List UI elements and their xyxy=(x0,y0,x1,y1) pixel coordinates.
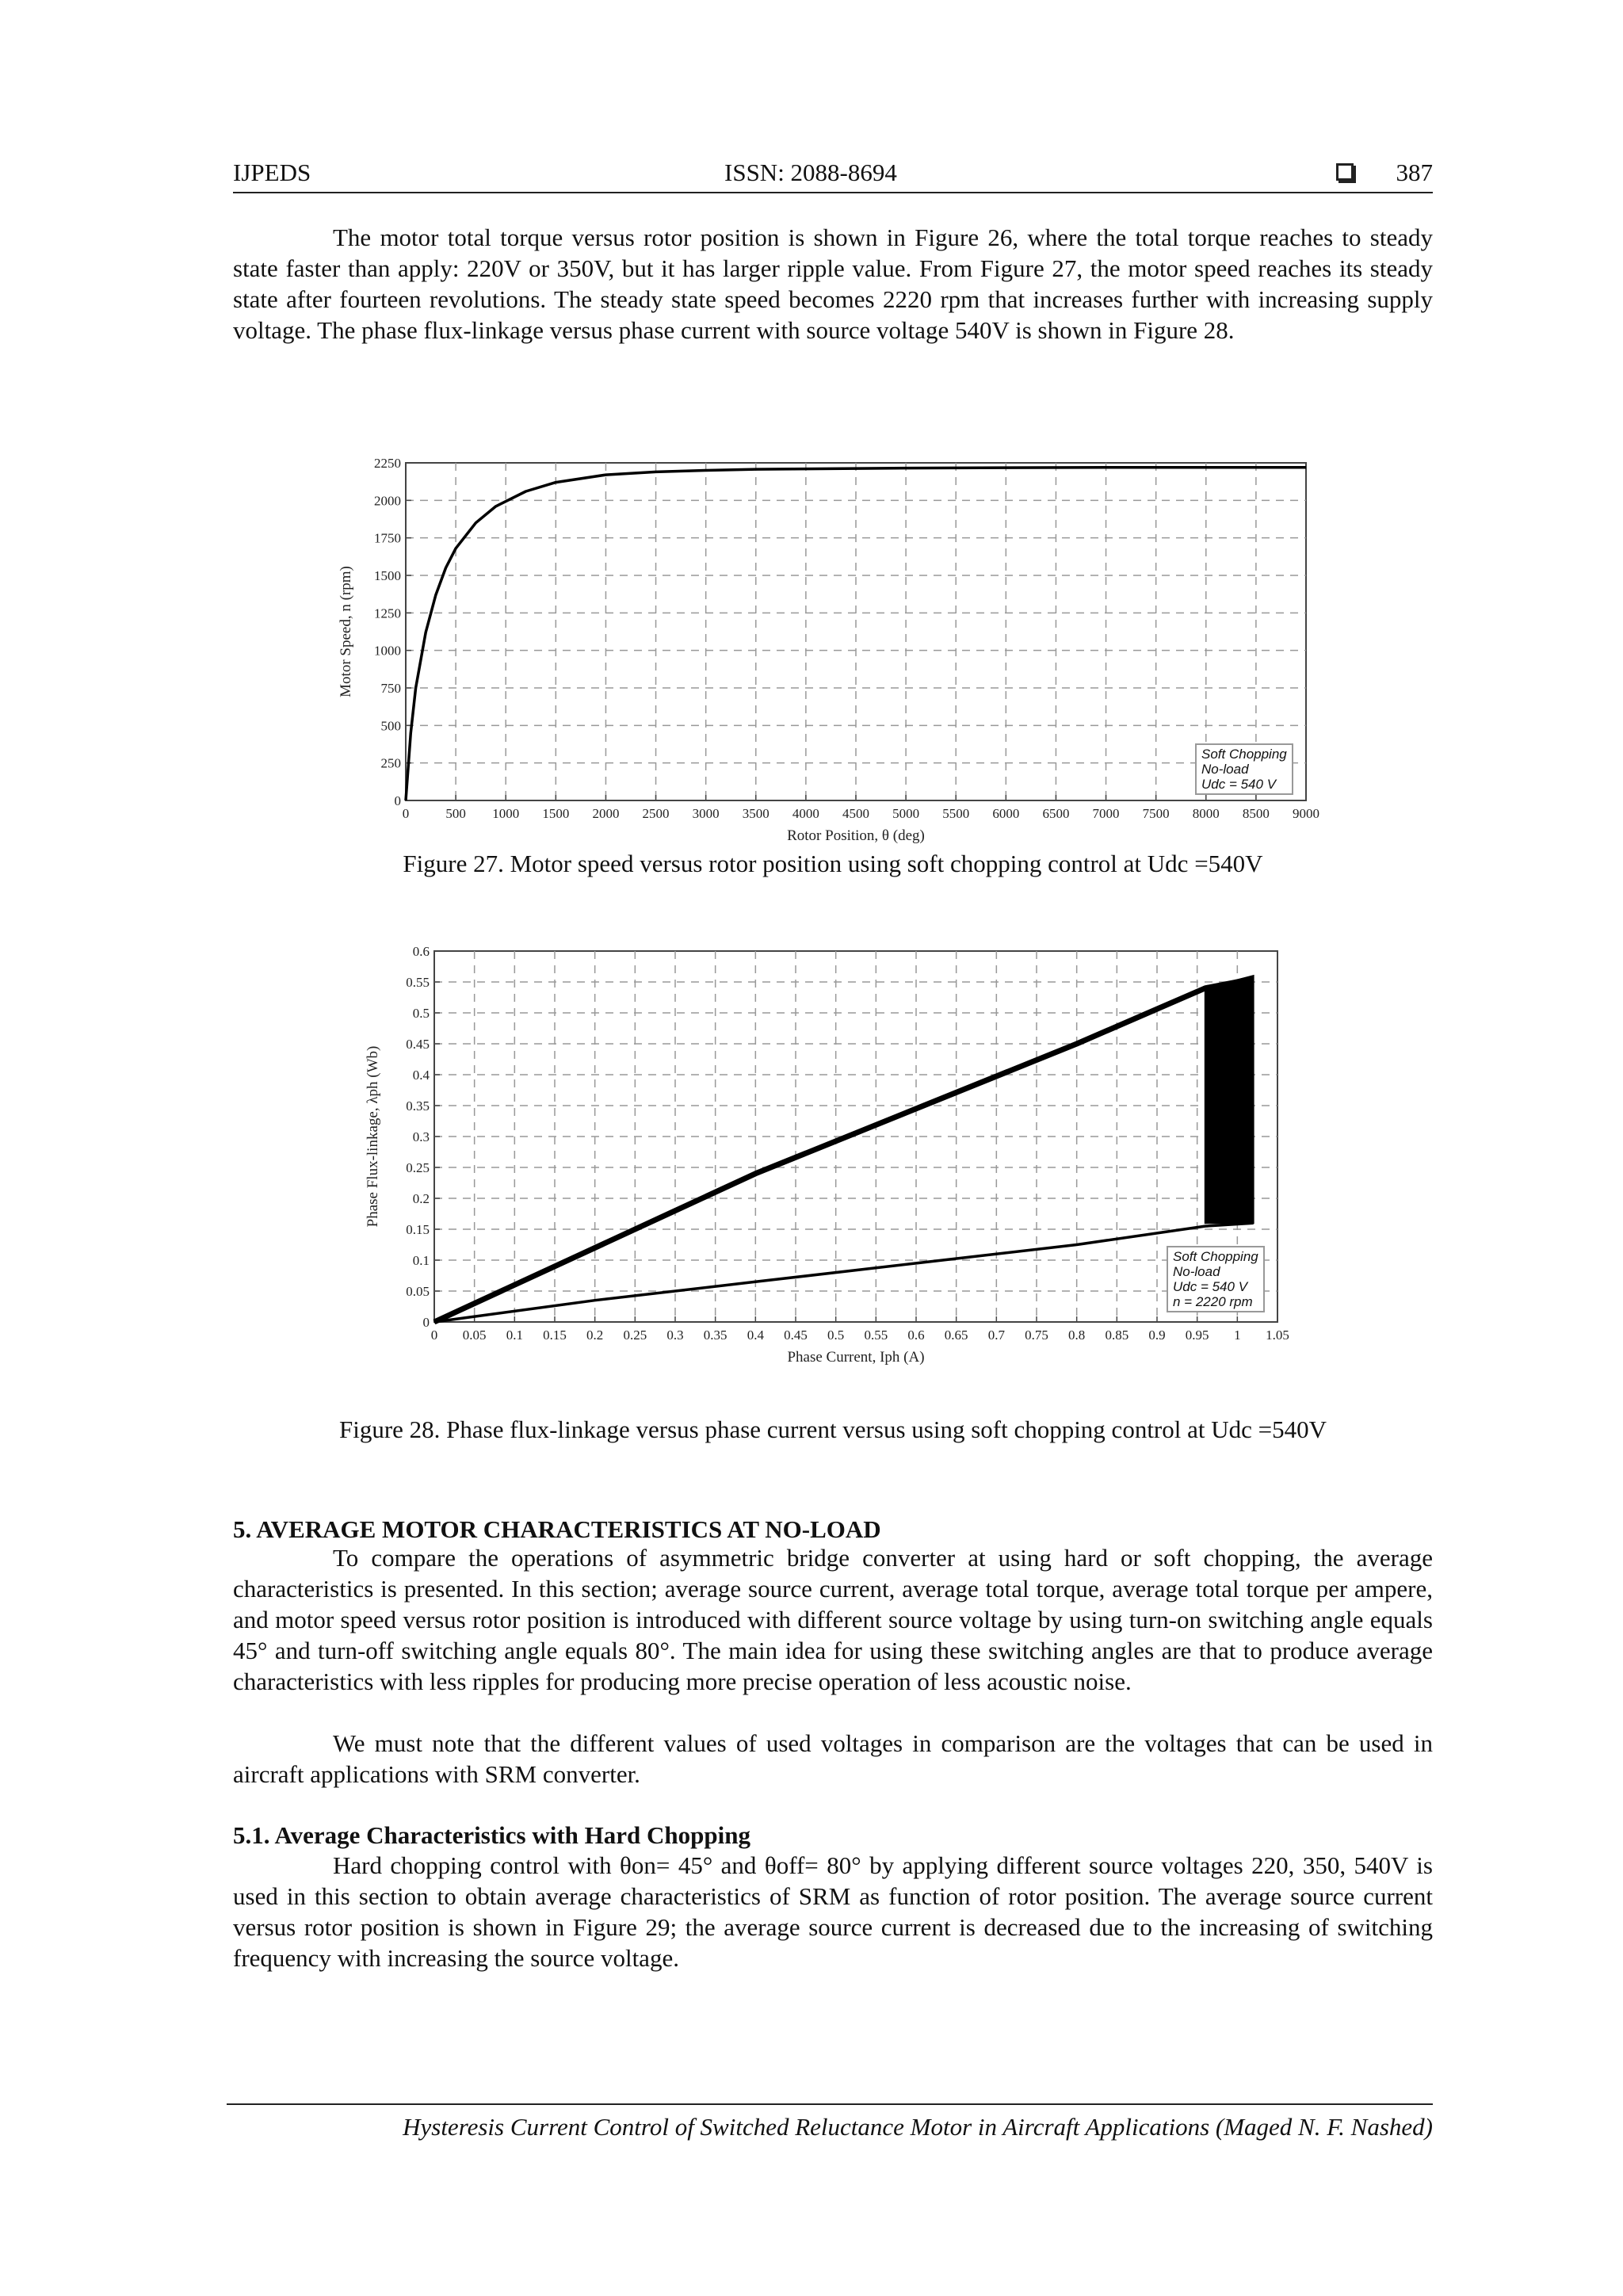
y-tick-label: 1500 xyxy=(374,568,401,583)
x-tick-label: 3500 xyxy=(742,806,769,821)
y-tick-label: 0.6 xyxy=(412,944,430,959)
x-axis-label: Phase Current, Iph (A) xyxy=(787,1349,925,1366)
y-tick-label: 2000 xyxy=(374,493,401,509)
legend-line: No-load xyxy=(1173,1264,1220,1279)
paragraph-intro: The motor total torque versus rotor position is shown in Figure 26, where the total torque reaches to steady state faster than apply: 220V or 350V, but it has larger ripple value. From Figure 27, the motor speed reaches its steady state after fourteen revolutions. The steady state speed becomes 2220 rpm that increases further with increasing supply voltage. The phase flux-linkage versus phase current with source voltage 540V is shown in Figure 28. xyxy=(233,223,1433,344)
y-tick-label: 1000 xyxy=(374,643,401,659)
x-tick-label: 0.5 xyxy=(827,1328,845,1343)
legend-line: Udc = 540 V xyxy=(1173,1279,1248,1294)
figure-27-chart xyxy=(317,452,1339,844)
y-tick-label: 0 xyxy=(394,793,401,808)
page-footer: Hysteresis Current Control of Switched Reluctance Motor in Aircraft Applications (Maged N. F. Nashed) xyxy=(227,2103,1433,2141)
x-tick-label: 0.85 xyxy=(1105,1328,1129,1343)
x-tick-label: 0.4 xyxy=(747,1328,764,1343)
x-tick-label: 0.6 xyxy=(907,1328,925,1343)
y-tick-label: 750 xyxy=(380,681,401,696)
issn: ISSN: 2088-8694 xyxy=(724,159,897,186)
x-tick-label: 0.75 xyxy=(1025,1328,1048,1343)
y-tick-label: 1750 xyxy=(374,530,401,546)
x-tick-label: 6000 xyxy=(992,806,1020,821)
x-tick-label: 0.9 xyxy=(1148,1328,1166,1343)
y-tick-label: 0.55 xyxy=(406,975,430,990)
x-tick-label: 7000 xyxy=(1092,806,1120,821)
figure-28-caption: Figure 28. Phase flux-linkage versus phase current versus using soft chopping control at Udc =540V xyxy=(338,1415,1327,1443)
paragraph-voltages-note: We must note that the different values of used voltages in comparison are the voltages that can be used in aircraft applications with SRM converter. xyxy=(233,1729,1433,1788)
y-tick-label: 250 xyxy=(380,755,401,771)
x-tick-label: 0.3 xyxy=(666,1328,684,1343)
y-tick-label: 0.3 xyxy=(412,1129,430,1144)
legend-line: n = 2220 rpm xyxy=(1173,1294,1253,1309)
x-tick-label: 9000 xyxy=(1293,806,1319,821)
y-tick-label: 0.1 xyxy=(412,1253,430,1268)
y-tick-label: 1250 xyxy=(374,606,401,621)
legend-line: No-load xyxy=(1201,762,1249,777)
x-tick-label: 1.05 xyxy=(1266,1328,1289,1343)
x-tick-label: 0.35 xyxy=(703,1328,727,1343)
x-tick-label: 5000 xyxy=(892,806,920,821)
y-tick-label: 0.15 xyxy=(406,1222,430,1237)
x-tick-label: 0.05 xyxy=(462,1328,487,1343)
x-tick-label: 0.1 xyxy=(506,1328,523,1343)
x-tick-label: 8500 xyxy=(1242,806,1270,821)
legend-line: Soft Chopping xyxy=(1201,747,1287,762)
paragraph-hard-chopping: Hard chopping control with θon= 45° and θoff= 80° by applying different source voltages 220, 350, 540V is used in this section to obtain average characteristics of SRM as function of rotor position. The average source current versus rotor position is shown in Figure 29; the average source current is decreased due to the increasing of switching frequency with increasing the source voltage. xyxy=(233,1851,1433,1972)
legend-line: Soft Chopping xyxy=(1173,1249,1258,1264)
y-tick-label: 0.35 xyxy=(406,1098,430,1114)
legend-line: Udc = 540 V xyxy=(1201,777,1277,792)
x-tick-label: 0.2 xyxy=(586,1328,604,1343)
figure-28-chart xyxy=(317,945,1339,1389)
figure-28-svg xyxy=(317,945,1339,1389)
x-tick-label: 6500 xyxy=(1042,806,1070,821)
page-number: 387 xyxy=(1396,159,1433,186)
paragraph-section-5: To compare the operations of asymmetric bridge converter at using hard or soft chopping, the average characteristics is presented. In this section; average source current, average total torque, average total torque per ampere, and motor speed versus rotor position is introduced with different source voltage by using turn-on switching angle equals 45° and turn-off switching angle equals 80°. The main idea for using these switching angles are that to produce average characteristics with less ripples for producing more precise operation of less acoustic noise. xyxy=(233,1544,1433,1695)
x-tick-label: 4000 xyxy=(792,806,819,821)
figure-27-svg xyxy=(317,452,1339,844)
y-axis-label: Phase Flux-linkage, λph (Wb) xyxy=(365,1045,381,1228)
x-tick-label: 0.15 xyxy=(543,1328,567,1343)
x-tick-label: 1500 xyxy=(542,806,570,821)
y-tick-label: 0.4 xyxy=(412,1068,430,1083)
section-5-heading: 5. AVERAGE MOTOR CHARACTERISTICS AT NO-LOAD xyxy=(233,1515,881,1543)
journal-name: IJPEDS xyxy=(233,159,311,186)
x-tick-label: 0 xyxy=(402,806,410,821)
x-tick-label: 0.65 xyxy=(944,1328,968,1343)
x-tick-label: 1 xyxy=(1234,1328,1241,1343)
x-axis-label: Rotor Position, θ (deg) xyxy=(787,827,925,844)
y-axis-label: Motor Speed, n (rpm) xyxy=(338,566,354,697)
x-tick-label: 0.55 xyxy=(864,1328,888,1343)
y-tick-label: 0.45 xyxy=(406,1037,430,1052)
x-tick-label: 5500 xyxy=(942,806,970,821)
x-tick-label: 8000 xyxy=(1192,806,1220,821)
x-tick-label: 3000 xyxy=(692,806,720,821)
y-tick-label: 2250 xyxy=(374,456,401,471)
y-tick-label: 500 xyxy=(380,718,401,734)
x-tick-label: 0.25 xyxy=(623,1328,647,1343)
y-tick-label: 0.05 xyxy=(406,1284,430,1299)
x-tick-label: 2000 xyxy=(592,806,620,821)
page-header xyxy=(233,155,1433,193)
x-tick-label: 7500 xyxy=(1142,806,1170,821)
section-5-1-heading: 5.1. Average Characteristics with Hard Chopping xyxy=(233,1821,750,1849)
figure-27-caption: Figure 27. Motor speed versus rotor position using soft chopping control at Udc =540V xyxy=(403,850,1263,877)
y-tick-label: 0 xyxy=(422,1315,430,1330)
x-tick-label: 0.95 xyxy=(1185,1328,1209,1343)
checkbox-square-icon xyxy=(1336,163,1354,181)
x-tick-label: 0 xyxy=(430,1328,438,1343)
x-tick-label: 2500 xyxy=(642,806,670,821)
figure-28-legend xyxy=(1167,1246,1265,1312)
chopping-band xyxy=(1205,976,1254,1223)
x-tick-label: 500 xyxy=(445,806,466,821)
y-tick-label: 0.5 xyxy=(412,1006,430,1021)
figure-27-legend xyxy=(1195,743,1293,795)
x-tick-label: 0.7 xyxy=(987,1328,1005,1343)
x-tick-label: 1000 xyxy=(492,806,520,821)
y-tick-label: 0.2 xyxy=(412,1191,430,1206)
x-tick-label: 0.45 xyxy=(784,1328,808,1343)
x-tick-label: 4500 xyxy=(842,806,869,821)
x-tick-label: 0.8 xyxy=(1068,1328,1086,1343)
y-tick-label: 0.25 xyxy=(406,1160,430,1175)
